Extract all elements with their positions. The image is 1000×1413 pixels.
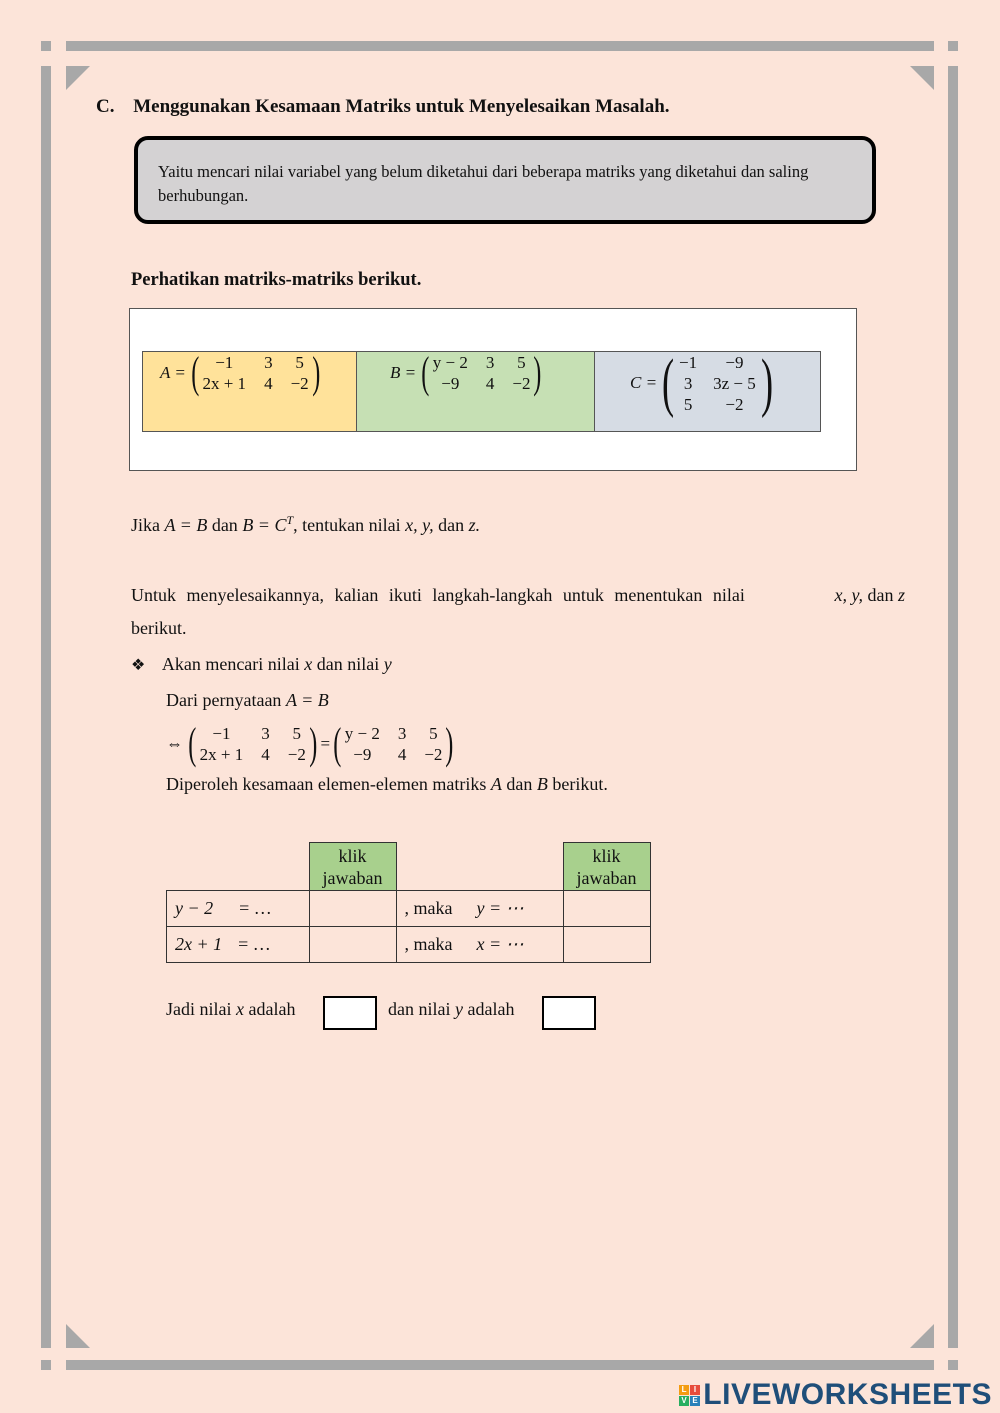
step-result-post: berikut. [552,774,608,794]
brand-text: LIVEWORKSHEETS [703,1378,992,1411]
step-title-pre: Akan mencari nilai [161,654,300,674]
eq-b-r1c3: 5 [429,723,438,743]
section-heading [96,96,670,118]
liveworksheets-logo [679,1378,992,1412]
question-z: z. [468,515,481,535]
matrix-b-left-paren: ( [421,347,430,397]
eq-b-r2c3: −2 [424,744,443,764]
row2-expr-cell [167,927,310,963]
question-cond2: B = C [242,515,287,535]
matrices-subheading: Perhatikan matriks-matriks berikut. [131,270,422,290]
question-vars: x, y, [405,515,434,535]
eq-a-r1c1: −1 [212,723,231,743]
instruction-z: z [897,585,905,605]
question-cond1: A = B [164,515,208,535]
eq-a-right-paren: ) [309,718,318,768]
step-from-pre: Dari pernyataan [166,690,282,710]
frame-triangle-bl [66,1324,90,1348]
frame-corner-br [948,1360,958,1370]
eq-a-left-paren: ( [188,718,197,768]
step-result-b: B [536,774,548,794]
section-number: C. [96,96,115,117]
row1-answer-input[interactable] [309,891,396,927]
conclusion-2 [388,999,514,1020]
bullet-icon: ❖ [131,657,146,674]
frame-top-bar [66,41,934,51]
frame-triangle-tr [910,66,934,90]
row2-expr: 2x + 1 [175,934,223,954]
eq-a-r1c2: 3 [261,723,270,743]
step-result-dan: dan [506,774,533,794]
matrix-b-r1c3: 5 [517,352,526,372]
answer-header-2: klik jawaban [563,843,650,891]
frame-bottom-bar [66,1360,934,1370]
answer-table [166,842,651,963]
matrix-c-r3c2: −2 [725,394,744,414]
answer-x-input[interactable] [323,996,377,1030]
answer-header-1: klik jawaban [309,843,396,891]
step-result-a: A [490,774,502,794]
equation-a-equals-b [166,718,457,768]
badge-l: L [679,1385,689,1395]
eq-b-r2c1: −9 [353,744,372,764]
conclusion-y: y [454,999,463,1019]
matrix-b-r2c3: −2 [512,373,531,393]
eq-b-r1c1: y − 2 [344,723,380,743]
step-title-mid: dan nilai [316,654,380,674]
conclusion-post: adalah [467,999,515,1019]
matrix-a-r2c3: −2 [290,373,309,393]
question-mid: dan [211,515,238,535]
step-title-y: y [383,654,392,674]
live-badge-icon [679,1385,700,1406]
badge-i: I [690,1385,700,1395]
instruction-line2: berikut. [131,618,187,638]
row1-var-answer-input[interactable] [563,891,650,927]
question-dan: dan [438,515,465,535]
matrix-c-r2c2: 3z − 5 [713,373,756,393]
conclusion-mid1: adalah [248,999,296,1019]
row2-var-answer-input[interactable] [563,927,650,963]
matrix-c-label: C = [630,373,658,392]
matrix-c-r1c1: −1 [679,352,698,372]
matrix-b-r1c2: 3 [485,352,495,372]
matrix-c-r3c1: 5 [683,394,693,414]
frame-corner-bl [41,1360,51,1370]
question-line [131,513,480,536]
question-rest: , tentukan nilai [293,515,401,535]
badge-e: E [690,1396,700,1406]
frame-triangle-tl [66,66,90,90]
instruction [131,585,905,639]
frame-triangle-br [910,1324,934,1348]
conclusion-mid2: dan nilai [388,999,451,1019]
eq-a-r2c1: 2x + 1 [199,744,244,764]
instruction-line1: Untuk menyelesaikannya, kalian ikuti langkah-langkah untuk menentukan nilai [131,585,745,605]
section-title: Menggunakan Kesamaan Matriks untuk Menyelesaikan Masalah. [133,96,670,117]
eq-b-r2c2: 4 [397,744,407,764]
definition-box [134,136,876,224]
frame-corner-tr [948,41,958,51]
table-row [167,927,651,963]
conclusion [166,999,295,1020]
question-prefix: Jika [131,515,160,535]
matrix-a-left-paren: ( [191,347,200,397]
matrix-c-right-paren: ) [760,346,773,419]
row2-then: , maka [404,934,453,954]
row1-var: y = ⋯ [476,898,524,918]
matrix-b-r2c1: −9 [441,373,460,393]
matrix-a-r1c2: 3 [264,352,273,372]
row1-then: , maka [404,898,453,918]
row1-expr: y − 2 [175,898,214,918]
step-result [166,774,608,795]
frame-left-bar [41,66,51,1348]
instruction-vars: x, y, [834,585,863,605]
question-sup: T [286,513,294,527]
eq-sign: = [320,733,331,753]
row1-expr-cell [167,891,310,927]
eq-a-r2c2: 4 [261,744,270,764]
step-title [131,654,392,675]
frame-right-bar [948,66,958,1348]
row2-then-cell [396,927,563,963]
row2-var: x = ⋯ [476,934,524,954]
matrix-c-r1c2: −9 [725,352,744,372]
matrix-a-label: A = [160,362,186,382]
eq-b-right-paren: ) [445,718,454,768]
frame-corner-tl [41,41,51,51]
answer-y-input[interactable] [542,996,596,1030]
matrix-b-label: B = [390,362,417,382]
badge-v: V [679,1396,689,1406]
table-row [167,891,651,927]
row2-eq: = … [238,934,271,954]
step-title-x: x [304,654,313,674]
step-result-pre: Diperoleh kesamaan elemen-elemen matriks [166,774,487,794]
eq-a-r1c3: 5 [292,723,302,743]
matrix-a [160,347,323,397]
definition-text: Yaitu mencari nilai variabel yang belum diketahui dari beberapa matriks yang diketahui dan saling berhubungan. [158,162,809,205]
matrix-c-left-paren: ( [662,346,675,419]
step-from-eq: A = B [285,690,329,710]
matrix-c [630,346,778,419]
conclusion-x: x [236,999,244,1019]
matrix-c-r2c1: 3 [683,373,693,393]
row1-then-cell [396,891,563,927]
matrix-a-r2c1: 2x + 1 [202,373,247,393]
matrix-b-r1c1: y − 2 [432,352,468,372]
iff-symbol: ⇔ [166,733,183,753]
matrix-b-r2c2: 4 [485,373,495,393]
instruction-dan: dan [867,585,894,605]
row2-answer-input[interactable] [309,927,396,963]
conclusion-pre: Jadi nilai [166,999,232,1019]
matrix-a-r1c1: −1 [215,352,234,372]
eq-b-left-paren: ( [333,718,342,768]
matrix-b [390,347,545,397]
eq-b-r1c2: 3 [397,723,407,743]
row1-eq: = … [239,898,272,918]
step-from [166,690,329,711]
matrix-a-r1c3: 5 [295,352,304,372]
matrix-b-right-paren: ) [533,347,542,397]
matrix-a-right-paren: ) [311,347,321,397]
eq-a-r2c3: −2 [287,744,306,764]
matrix-a-r2c2: 4 [264,373,273,393]
